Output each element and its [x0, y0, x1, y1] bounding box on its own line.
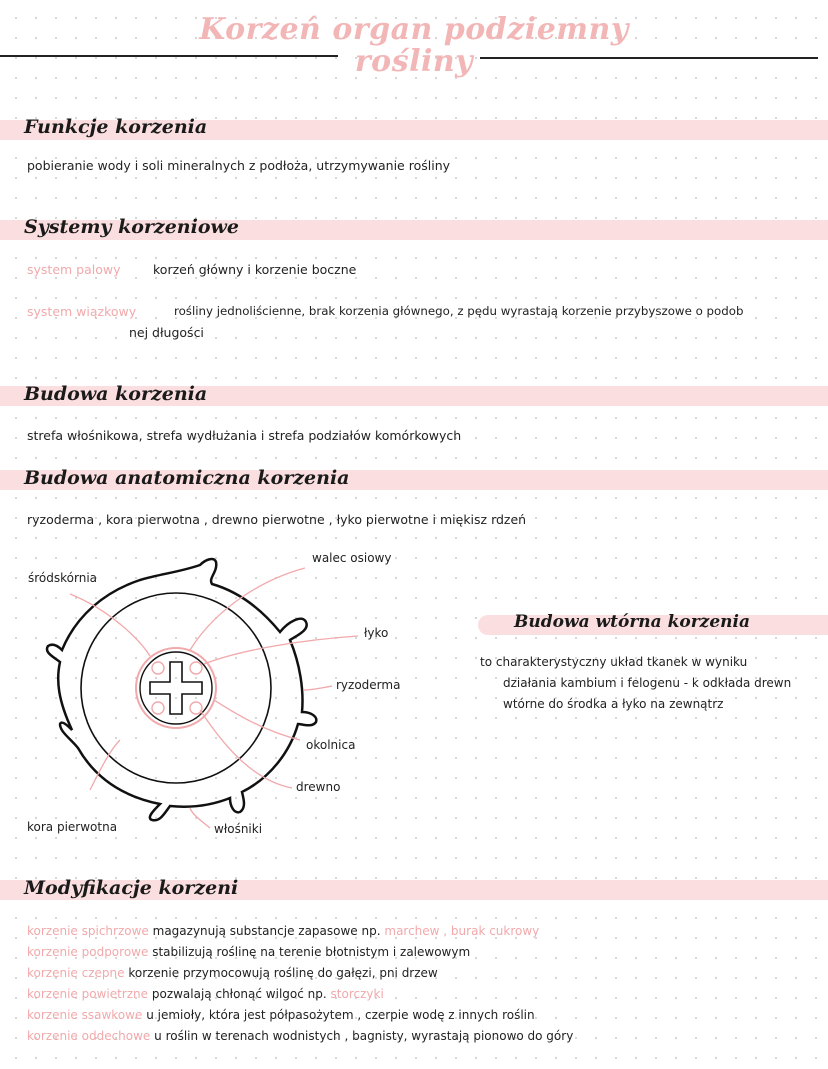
heading-secondary: Budowa wtórna korzenia	[514, 612, 750, 632]
list-item	[27, 966, 438, 980]
leader-roothairs	[190, 808, 210, 828]
label-pericycle: okolnica	[306, 738, 356, 752]
heading-modifications: Modyfikacje korzeni	[24, 877, 239, 899]
xylem-cross	[150, 662, 202, 714]
secondary-text-line2: działania kambium i felogenu - k odkłada drewn	[503, 676, 792, 690]
label-xylem: drewno	[296, 780, 341, 794]
list-item	[27, 1008, 535, 1022]
modification-term: korzenie spichrzowe	[27, 924, 149, 938]
list-item	[27, 945, 470, 959]
modification-desc: u jemioły, która jest półpasożytem , czerpie wodę z innych roślin	[146, 1008, 535, 1022]
label-endoderm: śródskórnia	[28, 571, 98, 585]
secondary-text-line1: to charakterystyczny układ tkanek w wyniku	[480, 655, 748, 669]
phloem-circle	[152, 662, 164, 674]
root-outline	[47, 559, 316, 820]
modification-desc: u roślin w terenach wodnistych , bagnisty, wyrastają pionowo do góry	[154, 1029, 574, 1043]
leader-phloem	[204, 636, 358, 664]
leader-cortex	[90, 740, 120, 790]
heading-functions: Funkcje korzenia	[24, 116, 208, 138]
modification-term: korzenie czepne	[27, 966, 125, 980]
anatomy-text: ryzoderma , kora pierwotna , drewno pierwotne , łyko pierwotne i miękisz rdzeń	[27, 512, 527, 527]
label-rhizoderm: ryzoderma	[336, 678, 401, 692]
phloem-circle	[152, 702, 164, 714]
modification-desc: pozwalają chłonąć wilgoć np.	[151, 987, 327, 1001]
root-cross-section-diagram	[0, 540, 470, 850]
leader-endoderm	[70, 594, 150, 656]
list-item	[27, 1029, 573, 1043]
phloem-circle	[190, 662, 202, 674]
structure-text: strefa włośnikowa, strefa wydłużania i strefa podziałów komórkowych	[27, 428, 462, 443]
heading-structure: Budowa korzenia	[24, 383, 208, 405]
list-item	[27, 987, 384, 1001]
fibrous-system-desc-cont: nej długości	[129, 325, 204, 340]
modification-desc: korzenie przymocowują roślinę do gałęzi, pni drzew	[128, 966, 438, 980]
label-phloem: łyko	[364, 626, 389, 640]
fibrous-system-desc: rośliny jednoliścienne, brak korzenia głównego, z pędu wyrastają korzenie przybyszowe o podob	[174, 304, 744, 318]
heading-anatomy: Budowa anatomiczna korzenia	[24, 467, 350, 489]
leader-pericycle	[214, 700, 300, 740]
leader-rhizoderm	[304, 686, 332, 690]
modification-desc: stabilizują roślinę na terenie błotnistym i zalewowym	[152, 945, 471, 959]
tap-system-term: system palowy	[27, 262, 121, 277]
modification-desc: magazynują substancje zapasowe np.	[152, 924, 381, 938]
label-root-hairs: włośniki	[214, 822, 263, 836]
tap-system-desc: korzeń główny i korzenie boczne	[153, 262, 357, 277]
modification-term: korzenie oddechowe	[27, 1029, 151, 1043]
page-title-line1: Korzeń organ podziemny	[199, 12, 629, 47]
title-rule-right	[480, 57, 818, 59]
secondary-text-line3: wtórne do środka a łyko na zewnątrz	[503, 697, 724, 711]
leader-xylem	[200, 710, 292, 788]
phloem-circle	[190, 702, 202, 714]
modification-example: storczyki	[330, 987, 384, 1001]
leader-cylinder	[190, 568, 305, 650]
title-rule-left	[0, 55, 338, 57]
heading-systems: Systemy korzeniowe	[24, 216, 239, 238]
label-cortex: kora pierwotna	[27, 820, 118, 834]
fibrous-system-term: system wiązkowy	[27, 304, 137, 319]
page-title-line2: rośliny	[354, 44, 474, 79]
modification-term: korzenie powietrzne	[27, 987, 149, 1001]
modification-term: korzenie ssawkowe	[27, 1008, 143, 1022]
label-cylinder: walec osiowy	[312, 551, 392, 565]
list-item	[27, 924, 539, 938]
modification-term: korzenie podporowe	[27, 945, 149, 959]
modification-example: marchew , burak cukrowy	[384, 924, 540, 938]
functions-text: pobieranie wody i soli mineralnych z podłoża, utrzymywanie rośliny	[27, 158, 451, 173]
